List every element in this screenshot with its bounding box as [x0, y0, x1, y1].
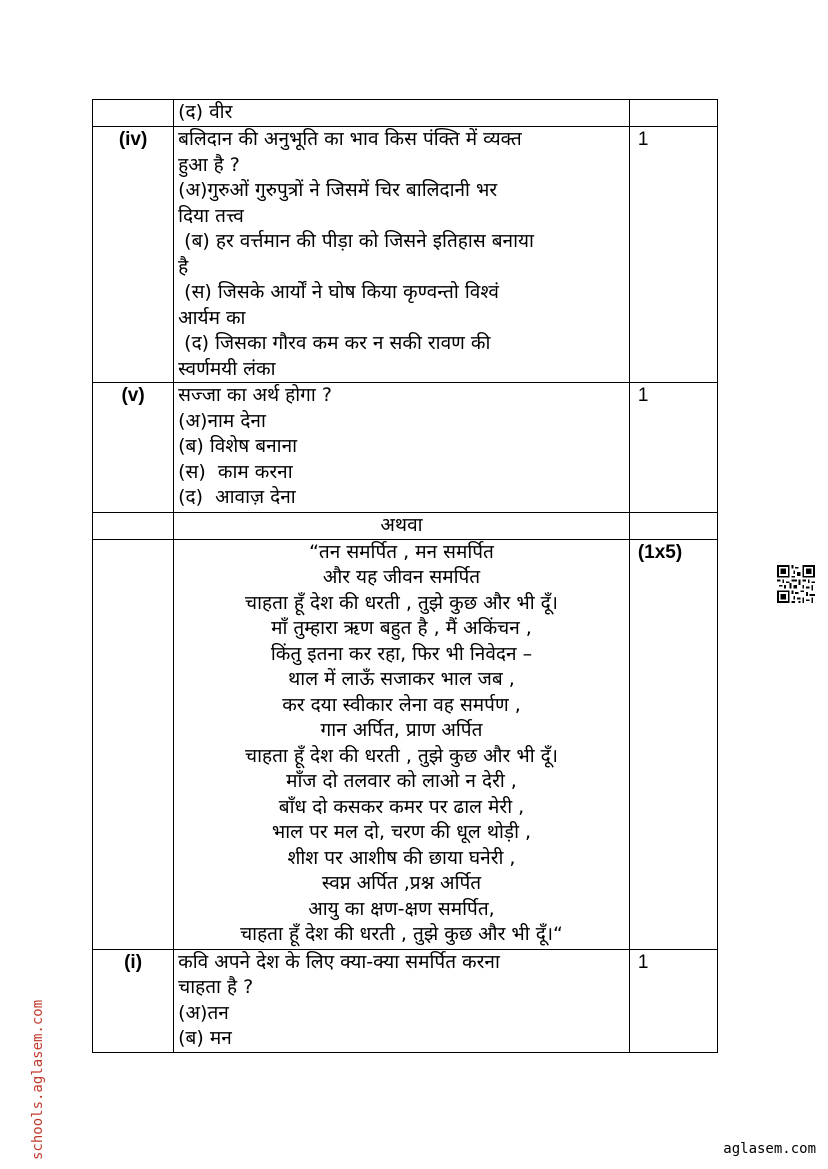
poem-line: स्वप्न अर्पित ,प्रश्न अर्पित: [321, 872, 482, 894]
qr-code-icon: [777, 565, 815, 603]
poem-line: और यह जीवन समर्पित: [322, 566, 481, 588]
question-number: (i): [124, 951, 143, 973]
poem-line: भाल पर मल दो, चरण की धूल थोड़ी ,: [271, 821, 532, 843]
question-number: (v): [121, 385, 145, 406]
question-line: कवि अपने देश के लिए क्या-क्या समर्पित करना: [178, 950, 500, 973]
poem-line: माँज दो तलवार को लाओ न देरी ,: [286, 770, 517, 792]
question-text-cell: [174, 100, 630, 127]
poem-line: किंतु इतना कर रहा, फिर भी निवेदन –: [270, 642, 533, 665]
question-text-cell: [174, 127, 630, 383]
question-line: सज्जा का अर्थ होगा ?: [178, 384, 332, 406]
marks-value: 1: [637, 385, 649, 406]
question-number-cell: [93, 949, 174, 1052]
option-line: (अ)तन: [178, 1001, 229, 1024]
poem-line: आयु का क्षण-क्षण समर्पित,: [308, 897, 495, 920]
option-line: (अ)नाम देना: [178, 409, 266, 432]
question-text-cell: [174, 949, 630, 1052]
option-line: (द) जिसका गौरव कम कर न सकी रावण की: [178, 332, 491, 354]
option-line: (द) आवाज़ देना: [178, 486, 296, 508]
or-separator: [174, 513, 630, 540]
question-table: [92, 99, 718, 1053]
question-number-cell: [93, 100, 174, 127]
marks-cell: [629, 949, 717, 1052]
poem-line: चाहता हूँ देश की धरती , तुझे कुछ और भी दूँ।“: [240, 923, 563, 945]
table-row: [93, 513, 718, 540]
option-line: (स) काम करना: [178, 460, 293, 483]
question-number-cell: [93, 127, 174, 383]
marks-cell: [629, 539, 717, 949]
poem-line: थाल में लाऊँ सजाकर भाल जब ,: [288, 668, 515, 690]
poem-line: चाहता हूँ देश की धरती , तुझे कुछ और भी दूँ।: [245, 591, 558, 614]
empty-cell: [93, 539, 174, 949]
side-watermark-text: schools.aglasem.com: [30, 999, 46, 1160]
table-row: [93, 539, 718, 949]
marks-cell: [629, 100, 717, 127]
marks-value: 1: [637, 951, 649, 973]
poem-line: चाहता हूँ देश की धरती , तुझे कुछ और भी दूँ।: [245, 744, 558, 767]
option-line: (द) वीर: [178, 101, 233, 123]
option-line: आर्यम का: [178, 306, 246, 329]
poem-line: “तन समर्पित , मन समर्पित: [309, 540, 494, 563]
table-row: [93, 383, 718, 513]
poem-line: बाँध दो कसकर कमर पर ढाल मेरी ,: [278, 795, 525, 818]
table-row: [93, 100, 718, 127]
marks-cell: [629, 127, 717, 383]
table-row: [93, 127, 718, 383]
option-line: (ब) हर वर्त्तमान की पीड़ा को जिसने इतिहास बनाया: [178, 230, 534, 252]
question-number: (iv): [118, 129, 148, 150]
option-line: (अ)गुरुओं गुरुपुत्रों ने जिसमें चिर बालिदानी भर: [178, 179, 498, 201]
question-line: बलिदान की अनुभूति का भाव किस पंक्ति में व्यक्त: [178, 128, 522, 150]
question-line: हुआ है ?: [178, 153, 240, 176]
question-line: चाहता है ?: [178, 976, 254, 998]
option-line: स्वर्णमयी लंका: [178, 357, 276, 380]
footer-watermark: aglasem.com: [723, 1141, 816, 1157]
empty-cell: [93, 513, 174, 540]
marks-value: (1x5): [637, 541, 683, 563]
side-watermark: [6, 965, 46, 1160]
option-line: (ब) मन: [178, 1027, 232, 1049]
poem-line: कर दया स्वीकार लेना वह समर्पण ,: [282, 693, 521, 716]
or-label: अथवा: [380, 514, 423, 536]
option-line: दिया तत्त्व: [178, 204, 244, 227]
marks-value: 1: [637, 129, 649, 150]
poem-passage: [174, 539, 630, 949]
option-line: (ब) विशेष बनाना: [178, 435, 298, 457]
marks-cell: [629, 383, 717, 513]
option-line: (स) जिसके आर्यों ने घोष किया कृण्वन्तो विश्वं: [178, 281, 499, 303]
table-row: [93, 949, 718, 1052]
question-text-cell: [174, 383, 630, 513]
option-line: है: [178, 255, 189, 278]
question-number-cell: [93, 383, 174, 513]
poem-line: माँ तुम्हारा ऋण बहुत है , मैं अकिंचन ,: [271, 617, 532, 639]
empty-cell: [629, 513, 717, 540]
poem-line: गान अर्पित, प्राण अर्पित: [320, 719, 483, 741]
poem-line: शीश पर आशीष की छाया घनेरी ,: [287, 846, 516, 869]
